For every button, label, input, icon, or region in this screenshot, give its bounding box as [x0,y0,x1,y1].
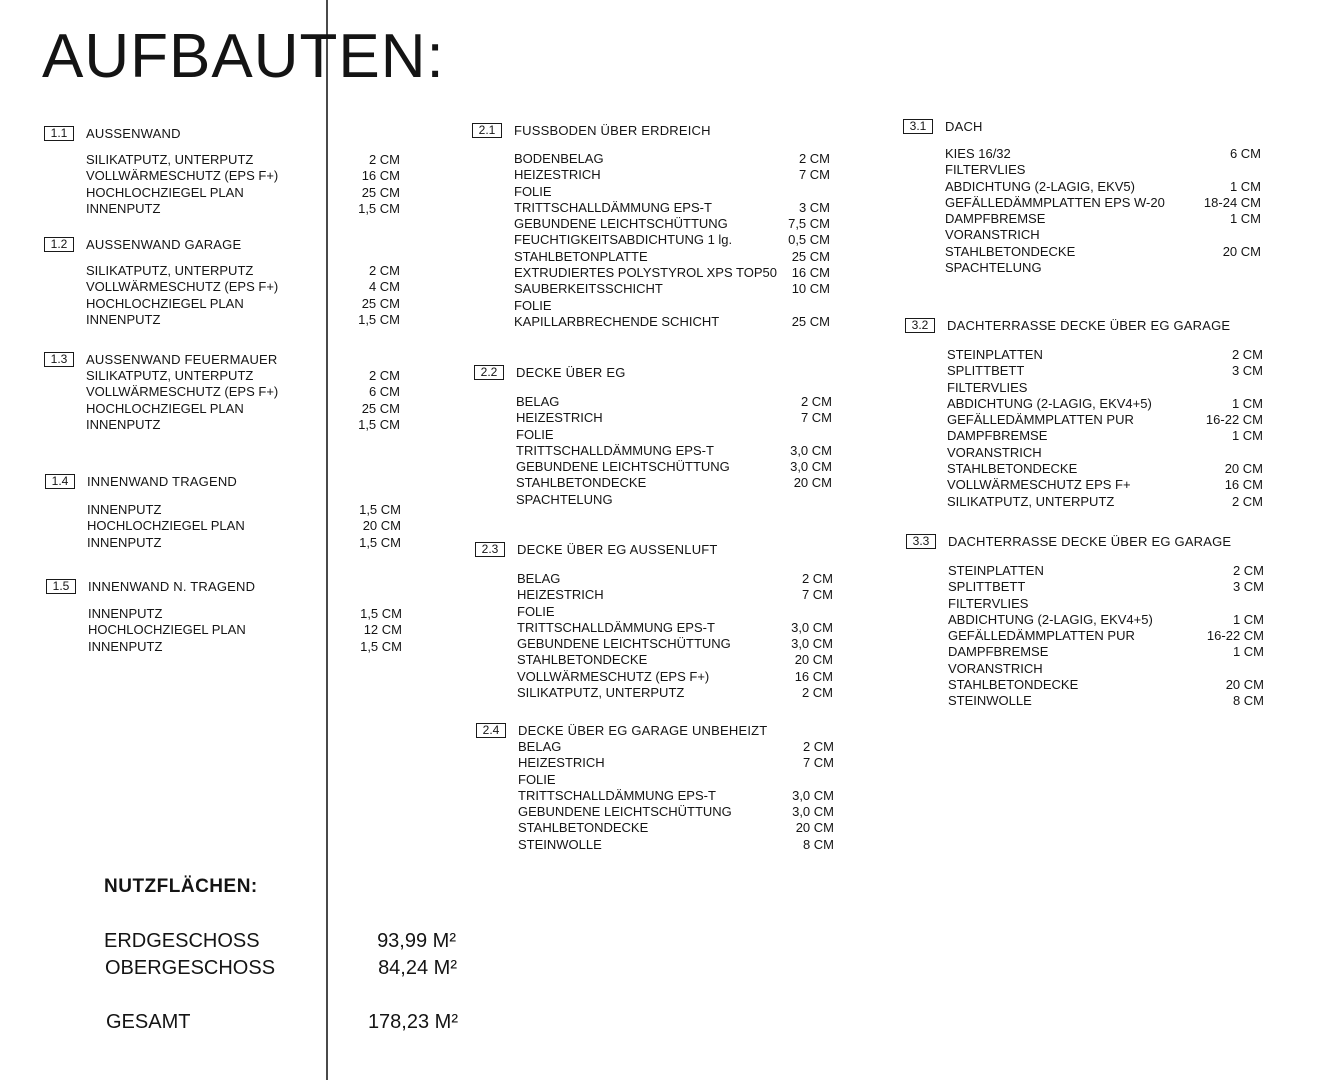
section-number: 3.2 [905,318,935,333]
layer-thickness: 2 CM [368,368,400,383]
section-title: DECKE ÜBER EG AUSSENLUFT [517,541,718,557]
layer-row [86,368,400,384]
layer-thickness: 7 CM [801,587,833,603]
layer-row [517,652,833,668]
section-1-5 [46,577,402,655]
layer-row [516,492,832,508]
layer-row [948,677,1264,693]
layer-row [514,265,830,281]
layer-material: FOLIE [518,771,556,787]
section-header [46,577,402,595]
layer-material: STAHLBETONDECKE [948,677,1079,693]
layer-row [948,661,1264,677]
layer-row [86,279,400,295]
layer-material: HOCHLOCHZIEGEL PLAN [86,400,244,416]
layer-row [948,579,1264,595]
layer-material: HOCHLOCHZIEGEL PLAN [86,184,244,200]
layer-material: SILIKATPUTZ, UNTERPUTZ [86,152,254,167]
layer-row [948,628,1264,644]
layer-row [945,211,1261,227]
area-label: GESAMT [106,1011,191,1033]
area-label: OBERGESCHOSS [105,957,276,979]
layer-material: DAMPFBREMSE [947,428,1048,444]
layer-material: KIES 16/32 [945,146,1011,161]
area-label: ERDGESCHOSS [104,930,260,952]
layer-thickness: 2 CM [1231,493,1263,509]
layer-material: HEIZESTRICH [518,755,605,771]
section-number: 2.2 [474,365,504,380]
layer-material: BELAG [518,739,562,754]
layer-row [86,384,400,400]
layer-material: HOCHLOCHZIEGEL PLAN [87,518,245,534]
layer-thickness: 7,5 CM [788,216,830,232]
layer-row [945,179,1261,195]
layer-material: VORANSTRICH [948,660,1043,676]
layer-thickness: 20 CM [1222,243,1261,259]
layer-row [87,502,401,518]
layer-thickness: 1 CM [1231,428,1263,444]
layer-row [88,606,402,622]
layer-material: SILIKATPUTZ, UNTERPUTZ [517,685,685,701]
layer-material: SPACHTELUNG [516,491,613,507]
layer-material: HEIZESTRICH [514,167,601,183]
layer-list [516,394,832,508]
section-number: 1.2 [44,237,74,252]
section-1-1 [44,124,400,217]
layer-thickness: 1,5 CM [358,200,400,216]
layer-material: FILTERVLIES [945,162,1026,178]
layer-thickness: 8 CM [1232,693,1264,709]
layer-row [516,394,832,410]
layer-thickness: 20 CM [794,652,833,668]
layer-material: VOLLWÄRMESCHUTZ (EPS F+) [86,384,279,400]
nutzflaechen-block [104,876,258,898]
section-3-1 [903,117,1261,276]
layer-row [87,535,401,551]
layer-row [947,494,1263,510]
layer-row [517,604,833,620]
layer-row [945,162,1261,178]
layer-thickness: 16-22 CM [1205,412,1263,428]
layer-row [947,445,1263,461]
layer-material: GEFÄLLEDÄMMPLATTEN PUR [947,412,1134,428]
layer-thickness: 8 CM [802,836,834,852]
layer-row [517,620,833,636]
layer-row [518,739,834,755]
layer-row [516,475,832,491]
layer-material: STAHLBETONDECKE [516,475,647,491]
layer-material: STEINPLATTEN [947,347,1043,362]
layer-row [947,347,1263,363]
layer-material: INNENPUTZ [88,638,163,654]
layer-material: HOCHLOCHZIEGEL PLAN [88,622,246,638]
layer-material: BELAG [517,571,561,586]
section-number: 1.3 [44,352,74,367]
layer-row [514,232,830,248]
section-number: 1.1 [44,126,74,141]
layer-thickness: 1 CM [1229,178,1261,194]
layer-thickness: 2 CM [801,685,833,701]
layer-thickness: 3 CM [1231,363,1263,379]
layer-row [514,151,830,167]
layer-row [516,443,832,459]
layer-row [86,168,400,184]
area-value: 93,99 M² [377,930,456,952]
section-title: AUSSENWAND GARAGE [86,236,242,252]
layer-thickness: 1,5 CM [360,638,402,654]
layer-material: GEBUNDENE LEICHTSCHÜTTUNG [516,459,730,475]
layer-thickness: 1 CM [1232,644,1264,660]
layer-list [86,368,400,433]
layer-thickness: 25 CM [361,295,400,311]
section-title: FUSSBODEN ÜBER ERDREICH [514,122,711,138]
section-title: INNENWAND N. TRAGEND [88,578,256,594]
layer-material: STEINWOLLE [518,836,602,852]
section-number: 1.5 [46,579,76,594]
layer-material: STEINPLATTEN [948,563,1044,578]
layer-row [86,401,400,417]
layer-material: VORANSTRICH [945,227,1040,243]
area-value: 84,24 M² [378,957,457,979]
layer-material: FOLIE [514,297,552,313]
section-2-3 [475,540,833,701]
layer-row [516,459,832,475]
layer-material: VORANSTRICH [947,444,1042,460]
layer-row [514,298,830,314]
layer-thickness: 3,0 CM [790,459,832,475]
layer-row [945,227,1261,243]
layer-thickness: 2 CM [801,571,833,586]
layer-material: TRITTSCHALLDÄMMUNG EPS-T [514,199,712,215]
layer-row [514,249,830,265]
layer-material: SILIKATPUTZ, UNTERPUTZ [86,368,254,383]
section-1-2 [44,235,400,328]
layer-material: TRITTSCHALLDÄMMUNG EPS-T [517,619,715,635]
layer-row [948,563,1264,579]
section-title: INNENWAND TRAGEND [87,473,238,489]
layer-thickness: 16 CM [361,168,400,184]
section-title: AUSSENWAND FEUERMAUER [86,351,278,367]
section-header [476,721,834,739]
area-value: 178,23 M² [367,1011,458,1033]
section-number: 2.4 [476,723,506,738]
section-header [472,121,830,139]
layer-thickness: 7 CM [798,167,830,183]
layer-row [947,363,1263,379]
layer-material: FOLIE [516,426,554,442]
layer-list [514,151,830,330]
layer-thickness: 10 CM [791,281,830,297]
layer-row [947,412,1263,428]
layer-material: GEFÄLLEDÄMMPLATTEN PUR [948,628,1135,644]
layer-row [948,612,1264,628]
layer-row [945,195,1261,211]
layer-thickness: 7 CM [802,755,834,771]
layer-material: EXTRUDIERTES POLYSTYROL XPS TOP50 [514,265,777,281]
section-number: 1.4 [45,474,75,489]
layer-material: STAHLBETONDECKE [947,461,1078,477]
layer-row [518,837,834,853]
layer-thickness: 16-22 CM [1206,628,1264,644]
layer-material: INNENPUTZ [86,200,161,216]
layer-row [87,518,401,534]
layer-row [86,296,400,312]
layer-thickness: 1 CM [1232,611,1264,627]
layer-list [518,739,834,853]
layer-row [947,428,1263,444]
layer-material: VOLLWÄRMESCHUTZ (EPS F+) [86,168,279,184]
layer-row [518,755,834,771]
section-number: 3.1 [903,119,933,134]
layer-row [947,461,1263,477]
layer-thickness: 2 CM [800,394,832,409]
layer-row [947,477,1263,493]
layer-material: INNENPUTZ [87,502,162,517]
layer-thickness: 18-24 CM [1203,194,1261,210]
layer-thickness: 20 CM [795,820,834,836]
layer-row [514,200,830,216]
layer-thickness: 16 CM [1224,477,1263,493]
layer-thickness: 6 CM [1229,146,1261,161]
layer-thickness: 2 CM [802,739,834,754]
layer-material: SILIKATPUTZ, UNTERPUTZ [86,263,254,278]
layer-material: TRITTSCHALLDÄMMUNG EPS-T [516,442,714,458]
layer-material: ABDICHTUNG (2-LAGIG, EKV5) [945,178,1135,194]
layer-list [948,563,1264,710]
layer-material: HOCHLOCHZIEGEL PLAN [86,295,244,311]
layer-thickness: 3,0 CM [790,442,832,458]
layer-row [518,820,834,836]
layer-row [517,685,833,701]
layer-thickness: 25 CM [791,313,830,329]
layer-list [517,571,833,701]
layer-row [517,587,833,603]
layer-thickness: 1,5 CM [358,311,400,327]
layer-thickness: 2 CM [1231,347,1263,362]
section-header [44,124,400,142]
layer-row [948,596,1264,612]
layer-material: BODENBELAG [514,151,604,166]
layer-material: INNENPUTZ [88,606,163,621]
layer-row [516,427,832,443]
layer-list [945,146,1261,276]
layer-row [945,146,1261,162]
section-header [906,532,1264,550]
layer-material: INNENPUTZ [86,311,161,327]
layer-thickness: 1,5 CM [359,534,401,550]
layer-row [514,314,830,330]
layer-row [86,152,400,168]
layer-material: GEBUNDENE LEICHTSCHÜTTUNG [518,804,732,820]
layer-row [86,263,400,279]
layer-thickness: 20 CM [1224,461,1263,477]
layer-material: SPLITTBETT [948,579,1026,595]
layer-material: BELAG [516,394,560,409]
layer-material: GEBUNDENE LEICHTSCHÜTTUNG [514,216,728,232]
layer-row [86,417,400,433]
layer-thickness: 1,5 CM [359,502,401,517]
layer-thickness: 4 CM [368,279,400,295]
section-header [45,472,401,490]
layer-material: DAMPFBREMSE [948,644,1049,660]
layer-thickness: 25 CM [791,248,830,264]
layer-thickness: 20 CM [793,475,832,491]
layer-thickness: 16 CM [794,668,833,684]
layer-material: ABDICHTUNG (2-LAGIG, EKV4+5) [948,611,1153,627]
layer-material: KAPILLARBRECHENDE SCHICHT [514,313,720,329]
layer-row [88,622,402,638]
section-2-1 [472,121,830,330]
layer-material: HEIZESTRICH [516,410,603,426]
layer-thickness: 2 CM [1232,563,1264,578]
section-title: DACHTERRASSE DECKE ÜBER EG GARAGE [948,533,1232,549]
layer-row [517,636,833,652]
layer-material: STAHLBETONDECKE [517,652,648,668]
layer-thickness: 3,0 CM [791,619,833,635]
layer-thickness: 6 CM [368,384,400,400]
section-2-2 [474,363,832,508]
layer-material: FILTERVLIES [948,595,1029,611]
layer-thickness: 1 CM [1231,395,1263,411]
layer-thickness: 25 CM [361,184,400,200]
layer-material: GEFÄLLEDÄMMPLATTEN EPS W-20 [945,194,1165,210]
layer-row [514,281,830,297]
layer-row [948,693,1264,709]
layer-material: FEUCHTIGKEITSABDICHTUNG 1 lg. [514,232,733,248]
layer-thickness: 3,0 CM [791,636,833,652]
section-number: 2.3 [475,542,505,557]
layer-row [518,804,834,820]
section-header [475,540,833,558]
layer-list [947,347,1263,510]
layer-material: STEINWOLLE [948,693,1032,709]
layer-row [948,644,1264,660]
layer-row [514,167,830,183]
layer-thickness: 0,5 CM [788,232,830,248]
layer-thickness: 12 CM [363,622,402,638]
layer-row [947,380,1263,396]
layer-row [945,244,1261,260]
section-number: 3.3 [906,534,936,549]
section-title: DACHTERRASSE DECKE ÜBER EG GARAGE [947,317,1231,333]
layer-row [517,669,833,685]
layer-material: FOLIE [514,183,552,199]
section-title: DACH [945,118,983,134]
layer-row [945,260,1261,276]
layer-list [86,263,400,328]
layer-thickness: 2 CM [368,263,400,278]
section-3-3 [906,532,1264,710]
layer-material: INNENPUTZ [87,534,162,550]
layer-row [514,216,830,232]
layer-row [514,184,830,200]
layer-row [86,312,400,328]
section-1-3 [44,350,400,433]
layer-material: GEBUNDENE LEICHTSCHÜTTUNG [517,636,731,652]
section-2-4 [476,721,834,853]
section-header [903,117,1261,135]
layer-material: STAHLBETONDECKE [518,820,649,836]
layer-material: FOLIE [517,603,555,619]
layer-material: HEIZESTRICH [517,587,604,603]
layer-row [947,396,1263,412]
layer-thickness: 2 CM [798,151,830,166]
layer-row [86,201,400,217]
layer-material: STAHLBETONDECKE [945,243,1076,259]
layer-thickness: 16 CM [791,265,830,281]
layer-material: SAUBERKEITSSCHICHT [514,281,663,297]
layer-thickness: 20 CM [362,518,401,534]
section-title: DECKE ÜBER EG [516,364,626,380]
layer-material: SPLITTBETT [947,363,1025,379]
section-1-4 [45,472,401,551]
section-title: AUSSENWAND [86,125,181,141]
layer-row [516,410,832,426]
layer-list [88,606,402,655]
layer-list [87,502,401,551]
layer-material: TRITTSCHALLDÄMMUNG EPS-T [518,787,716,803]
layer-material: VOLLWÄRMESCHUTZ (EPS F+) [86,279,279,295]
layer-thickness: 7 CM [800,410,832,426]
section-header [474,363,832,381]
layer-thickness: 3 CM [798,199,830,215]
layer-thickness: 2 CM [368,152,400,167]
layer-material: VOLLWÄRMESCHUTZ (EPS F+) [517,668,710,684]
layer-thickness: 3,0 CM [792,804,834,820]
layer-thickness: 3,0 CM [792,787,834,803]
layer-material: SILIKATPUTZ, UNTERPUTZ [947,493,1115,509]
layer-list [86,152,400,217]
layer-row [88,639,402,655]
section-header [44,235,400,253]
nutzflaechen-title: NUTZFLÄCHEN: [104,876,258,897]
section-header [905,316,1263,334]
layer-row [517,571,833,587]
layer-row [86,185,400,201]
layer-thickness: 1,5 CM [358,416,400,432]
section-header [44,350,400,368]
layer-row [518,772,834,788]
section-number: 2.1 [472,123,502,138]
layer-thickness: 3 CM [1232,579,1264,595]
layer-material: ABDICHTUNG (2-LAGIG, EKV4+5) [947,395,1152,411]
layer-material: DAMPFBREMSE [945,211,1046,227]
layer-material: VOLLWÄRMESCHUTZ EPS F+ [947,477,1131,493]
layer-thickness: 1,5 CM [360,606,402,621]
layer-thickness: 1 CM [1229,211,1261,227]
layer-material: FILTERVLIES [947,379,1028,395]
layer-thickness: 25 CM [361,400,400,416]
layer-material: SPACHTELUNG [945,260,1042,276]
layer-row [518,788,834,804]
section-3-2 [905,316,1263,510]
layer-material: STAHLBETONPLATTE [514,248,648,264]
page-title: AUFBAUTEN: [42,22,445,91]
layer-thickness: 20 CM [1225,677,1264,693]
section-title: DECKE ÜBER EG GARAGE UNBEHEIZT [518,722,768,738]
layer-material: INNENPUTZ [86,416,161,432]
